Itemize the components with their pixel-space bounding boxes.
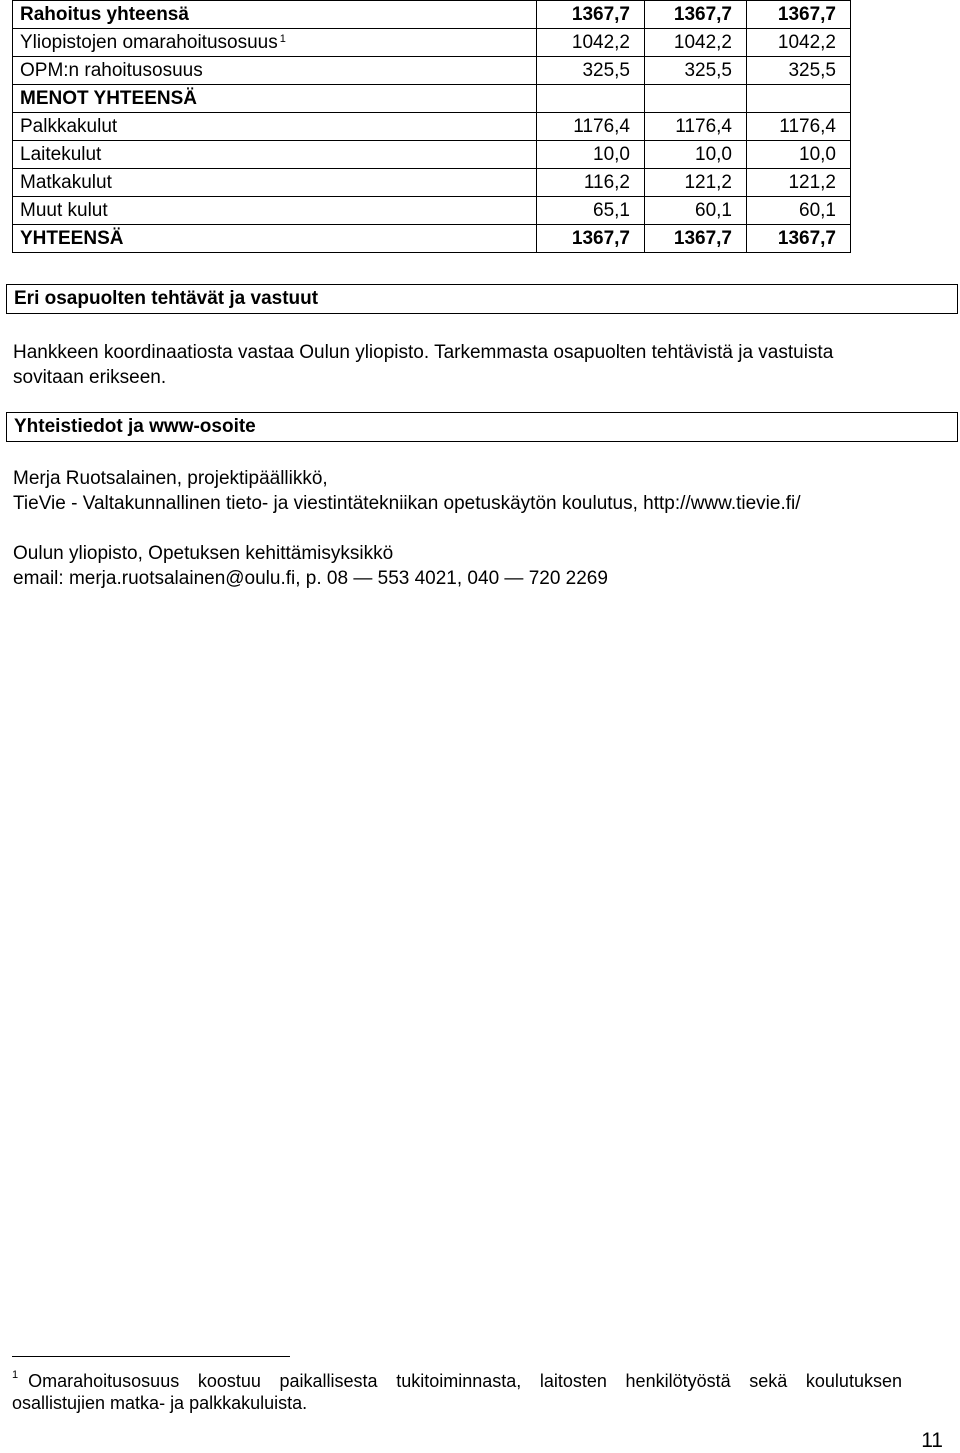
value-cell-col1: 116,2 <box>537 169 645 197</box>
table-row <box>13 169 851 197</box>
value-cell-col3: 1042,2 <box>747 29 851 57</box>
value-cell-col3: 121,2 <box>747 169 851 197</box>
row-label: Muut kulut <box>20 200 108 221</box>
table-row <box>13 29 851 57</box>
roles-paragraph-line1: Hankkeen koordinaatiosta vastaa Oulun yliopisto. Tarkemmasta osapuolten tehtävistä ja vastuista <box>13 342 834 363</box>
footnote-separator <box>12 1356 290 1357</box>
table-row <box>13 113 851 141</box>
contact-heading: Yhteistiedot ja www-osoite <box>6 412 958 442</box>
value-cell-col1: 1042,2 <box>537 29 645 57</box>
contact-line2: TieVie - Valtakunnallinen tieto- ja viestintätekniikan opetuskäytön koulutus, http://www.tievie.fi/ <box>13 493 801 514</box>
contact-line1: Merja Ruotsalainen, projektipäällikkö, <box>13 468 328 489</box>
row-label-cell <box>13 113 537 141</box>
footnote-line1 <box>12 1370 902 1392</box>
value-cell-col1: 10,0 <box>537 141 645 169</box>
value-cell-col2: 1367,7 <box>645 225 747 253</box>
roles-heading: Eri osapuolten tehtävät ja vastuut <box>6 284 958 314</box>
value-cell-col3: 60,1 <box>747 197 851 225</box>
value-cell-col2: 1176,4 <box>645 113 747 141</box>
value-cell-col2: 1367,7 <box>645 1 747 29</box>
row-label-cell <box>13 141 537 169</box>
value-cell-col2: 1042,2 <box>645 29 747 57</box>
value-cell-col1: 65,1 <box>537 197 645 225</box>
table-row <box>13 57 851 85</box>
value-cell-col1: 1176,4 <box>537 113 645 141</box>
value-cell-col3: 1367,7 <box>747 1 851 29</box>
value-cell-col3: 1367,7 <box>747 225 851 253</box>
footnote-mark: 1 <box>12 1369 19 1381</box>
roles-paragraph-line2: sovitaan erikseen. <box>13 367 167 388</box>
footnote <box>12 1370 902 1414</box>
row-label: Yliopistojen omarahoitusosuus <box>20 32 278 53</box>
value-cell-col1: 325,5 <box>537 57 645 85</box>
footnote-word: paikallisesta <box>279 1371 378 1391</box>
footnote-word: laitosten <box>539 1371 607 1391</box>
table-row <box>13 85 851 113</box>
row-label-cell <box>13 29 537 57</box>
row-label: Matkakulut <box>20 172 112 193</box>
footnote-word: Omarahoitusosuus <box>28 1371 180 1391</box>
page-number: 11 <box>921 1429 943 1452</box>
row-label: YHTEENSÄ <box>20 228 124 249</box>
footnote-word: sekä <box>749 1371 788 1391</box>
footnote-word: tukitoiminnasta, <box>396 1371 522 1391</box>
value-cell-col2: 60,1 <box>645 197 747 225</box>
value-cell-col1: 1367,7 <box>537 225 645 253</box>
row-label-cell <box>13 57 537 85</box>
row-label-cell <box>13 169 537 197</box>
contact-line3: Oulun yliopisto, Opetuksen kehittämisyksikkö <box>13 543 394 564</box>
row-label: MENOT YHTEENSÄ <box>20 88 198 109</box>
value-cell-col2: 10,0 <box>645 141 747 169</box>
footnote-line2: osallistujien matka- ja palkkakuluista. <box>12 1393 308 1413</box>
row-label: Rahoitus yhteensä <box>20 4 189 25</box>
row-label: Palkkakulut <box>20 116 118 137</box>
row-label-cell <box>13 85 537 113</box>
row-label: Laitekulut <box>20 144 102 165</box>
value-cell-col3: 1176,4 <box>747 113 851 141</box>
footnote-word: koostuu <box>197 1371 261 1391</box>
table-row <box>13 1 851 29</box>
value-cell-col1 <box>537 85 645 113</box>
row-label: OPM:n rahoitusosuus <box>20 60 203 81</box>
row-label-cell <box>13 197 537 225</box>
row-label-cell <box>13 1 537 29</box>
contact-line4: email: merja.ruotsalainen@oulu.fi, p. 08 — 553 4021, 040 — 720 2269 <box>13 568 608 589</box>
table-row <box>13 141 851 169</box>
value-cell-col1: 1367,7 <box>537 1 645 29</box>
row-label-cell <box>13 225 537 253</box>
footnote-word: koulutuksen <box>805 1371 902 1391</box>
table-row <box>13 197 851 225</box>
value-cell-col3: 10,0 <box>747 141 851 169</box>
budget-table <box>12 0 851 253</box>
value-cell-col3 <box>747 85 851 113</box>
value-cell-col3: 325,5 <box>747 57 851 85</box>
value-cell-col2: 325,5 <box>645 57 747 85</box>
value-cell-col2 <box>645 85 747 113</box>
table-row <box>13 225 851 253</box>
footnote-word: henkilötyöstä <box>625 1371 731 1391</box>
footnote-reference: 1 <box>279 33 286 45</box>
roles-paragraph <box>13 340 833 390</box>
value-cell-col2: 121,2 <box>645 169 747 197</box>
